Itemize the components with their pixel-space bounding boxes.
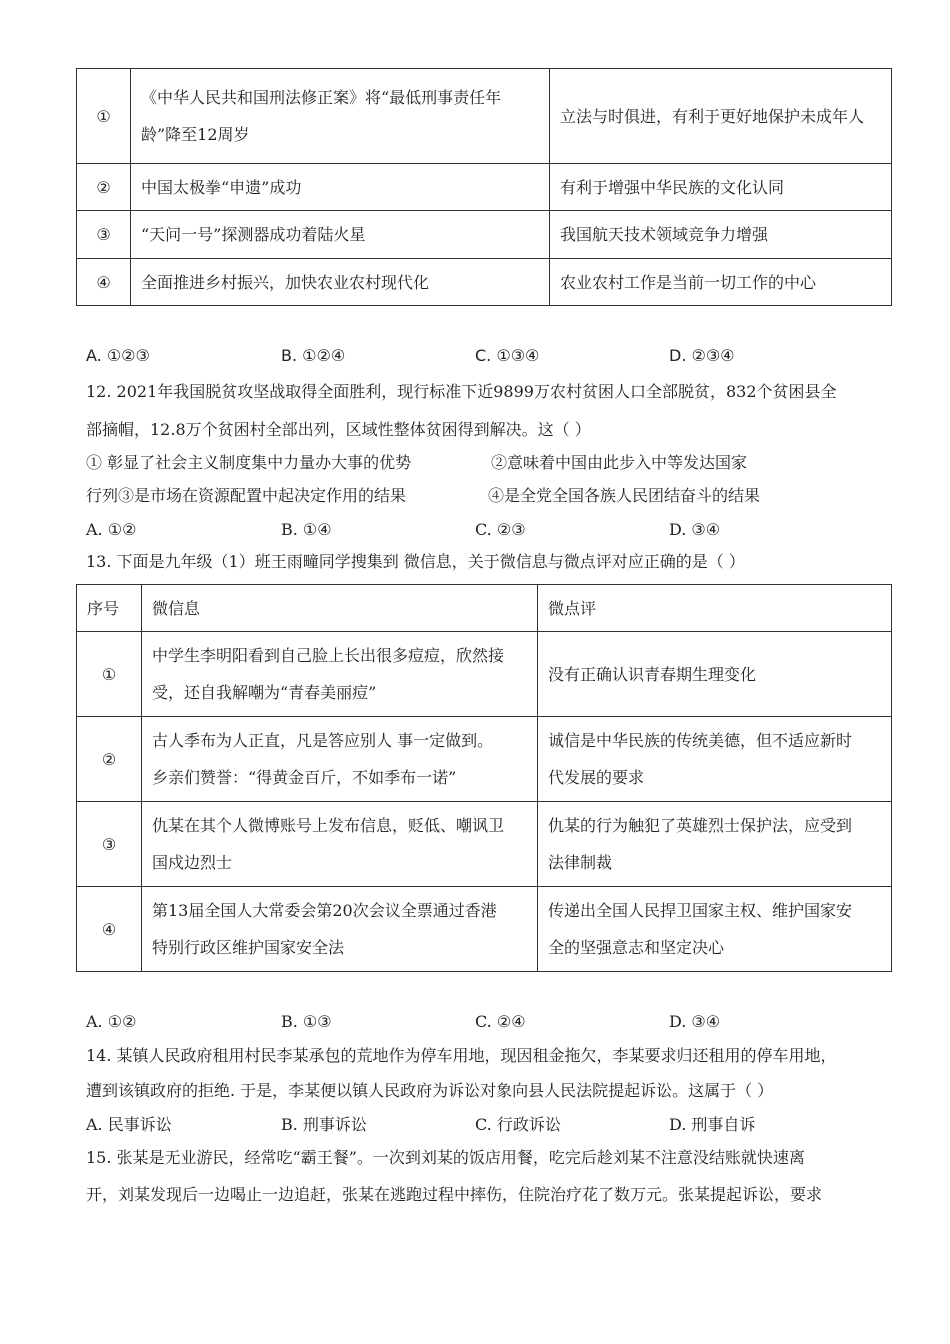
q13-table (76, 584, 892, 972)
row-number: ④ (77, 887, 142, 972)
option-c: C. ②③ (475, 520, 526, 539)
table-header-row (77, 585, 892, 632)
q13-stem: 13. 下面是九年级（1）班王雨疃同学搜集到 微信息，关于微信息与微点评对应正确的是（ ） (86, 552, 745, 571)
q12-statement-3: 行列③是市场在资源配置中起决定作用的结果 (86, 486, 407, 505)
option-c: C. ②④ (475, 1012, 526, 1031)
row-number: ③ (77, 211, 131, 259)
row-number: ① (77, 632, 142, 717)
q12-statement-4: ④是全党全国各族人民团结奋斗的结果 (488, 486, 761, 505)
comment-cell: 传递出全国人民捍卫国家主权、维护国家安 全的坚强意志和坚定决心 (538, 887, 892, 972)
table-row (77, 632, 892, 717)
row-number: ② (77, 717, 142, 802)
row-number: ③ (77, 802, 142, 887)
row-number: ② (77, 164, 131, 211)
option-b: B. ①③ (281, 1012, 332, 1031)
event-cell: 全面推进乡村振兴，加快农业农村现代化 (131, 259, 550, 306)
table-row (77, 164, 892, 211)
info-cell: 古人季布为人正直，凡是答应别人 事一定做到。 乡亲们赞誉：“得黄金百斤，不如季布一诺” (142, 717, 538, 802)
info-cell: 第13届全国人大常委会第20次会议全票通过香港 特别行政区维护国家安全法 (142, 887, 538, 972)
q12-statement-1: ① 彰显了社会主义制度集中力量办大事的优势 (86, 453, 412, 472)
option-d: D. 刑事自诉 (669, 1115, 756, 1134)
comment-cell: 仇某的行为触犯了英雄烈士保护法，应受到 法律制裁 (538, 802, 892, 887)
q14-stem-line1: 14. 某镇人民政府租用村民李某承包的荒地作为停车用地，现因租金拖欠，李某要求归还租用的停车用地， (86, 1046, 837, 1065)
event-cell: “天问一号”探测器成功着陆火星 (131, 211, 550, 259)
q12-statement-2: ②意味着中国由此步入中等发达国家 (491, 453, 748, 472)
column-header: 序号 (77, 585, 142, 632)
q12-stem-line2: 部摘帽，12.8万个贫困村全部出列，区域性整体贫困得到解决。这（ ） (86, 420, 591, 439)
q12-stem-line1: 12. 2021年我国脱贫攻坚战取得全面胜利，现行标准下近9899万农村贫困人口全部脱贫，832个贫困县全 (86, 382, 837, 401)
option-a: A. ①② (86, 520, 137, 539)
event-cell: 《中华人民共和国刑法修正案》将“最低刑事责任年 龄”降至12周岁 (131, 69, 550, 164)
table-row (77, 69, 892, 164)
info-cell: 中学生李明阳看到自己脸上长出很多痘痘，欣然接 受，还自我解嘲为“青春美丽痘” (142, 632, 538, 717)
comment-cell: 诚信是中华民族的传统美德，但不适应新时 代发展的要求 (538, 717, 892, 802)
option-d: D. ③④ (669, 1012, 721, 1031)
row-number: ① (77, 69, 131, 164)
info-cell: 仇某在其个人微博账号上发布信息，贬低、嘲讽卫 国戍边烈士 (142, 802, 538, 887)
option-a: A. 民事诉讼 (86, 1115, 172, 1134)
option-d: D. ③④ (669, 520, 721, 539)
table-row (77, 887, 892, 972)
comment-cell: 没有正确认识青春期生理变化 (538, 632, 892, 717)
table-row (77, 802, 892, 887)
option-a: A. ①②③ (86, 346, 150, 365)
row-number: ④ (77, 259, 131, 306)
option-c: C. ①③④ (475, 346, 540, 365)
table-row (77, 717, 892, 802)
option-b: B. 刑事诉讼 (281, 1115, 367, 1134)
table-row (77, 259, 892, 306)
event-cell: 中国太极拳“申遗”成功 (131, 164, 550, 211)
option-c: C. 行政诉讼 (475, 1115, 561, 1134)
comment-cell: 有利于增强中华民族的文化认同 (550, 164, 892, 211)
column-header: 微点评 (538, 585, 892, 632)
option-b: B. ①②④ (281, 346, 346, 365)
comment-cell: 立法与时俱进，有利于更好地保护未成年人 (550, 69, 892, 164)
q11-table (76, 68, 892, 306)
q14-stem-line2: 遭到该镇政府的拒绝. 于是，李某便以镇人民政府为诉讼对象向县人民法院提起诉讼。这属于（ ） (86, 1081, 774, 1100)
q12-options (86, 519, 886, 541)
option-a: A. ①② (86, 1012, 137, 1031)
q15-stem-line1: 15. 张某是无业游民，经常吃“霸王餐”。一次到刘某的饭店用餐，吃完后趁刘某不注意没结账就快速离 (86, 1148, 805, 1167)
table-row (77, 211, 892, 259)
q11-options (86, 345, 886, 367)
comment-cell: 我国航天技术领域竞争力增强 (550, 211, 892, 259)
comment-cell: 农业农村工作是当前一切工作的中心 (550, 259, 892, 306)
q15-stem-line2: 开，刘某发现后一边喝止一边追赶，张某在逃跑过程中摔伤，住院治疗花了数万元。张某提起诉讼，要求 (86, 1185, 823, 1204)
option-d: D. ②③④ (669, 346, 735, 365)
column-header: 微信息 (142, 585, 538, 632)
option-b: B. ①④ (281, 520, 332, 539)
q14-options (86, 1114, 886, 1136)
q13-options (86, 1011, 886, 1033)
